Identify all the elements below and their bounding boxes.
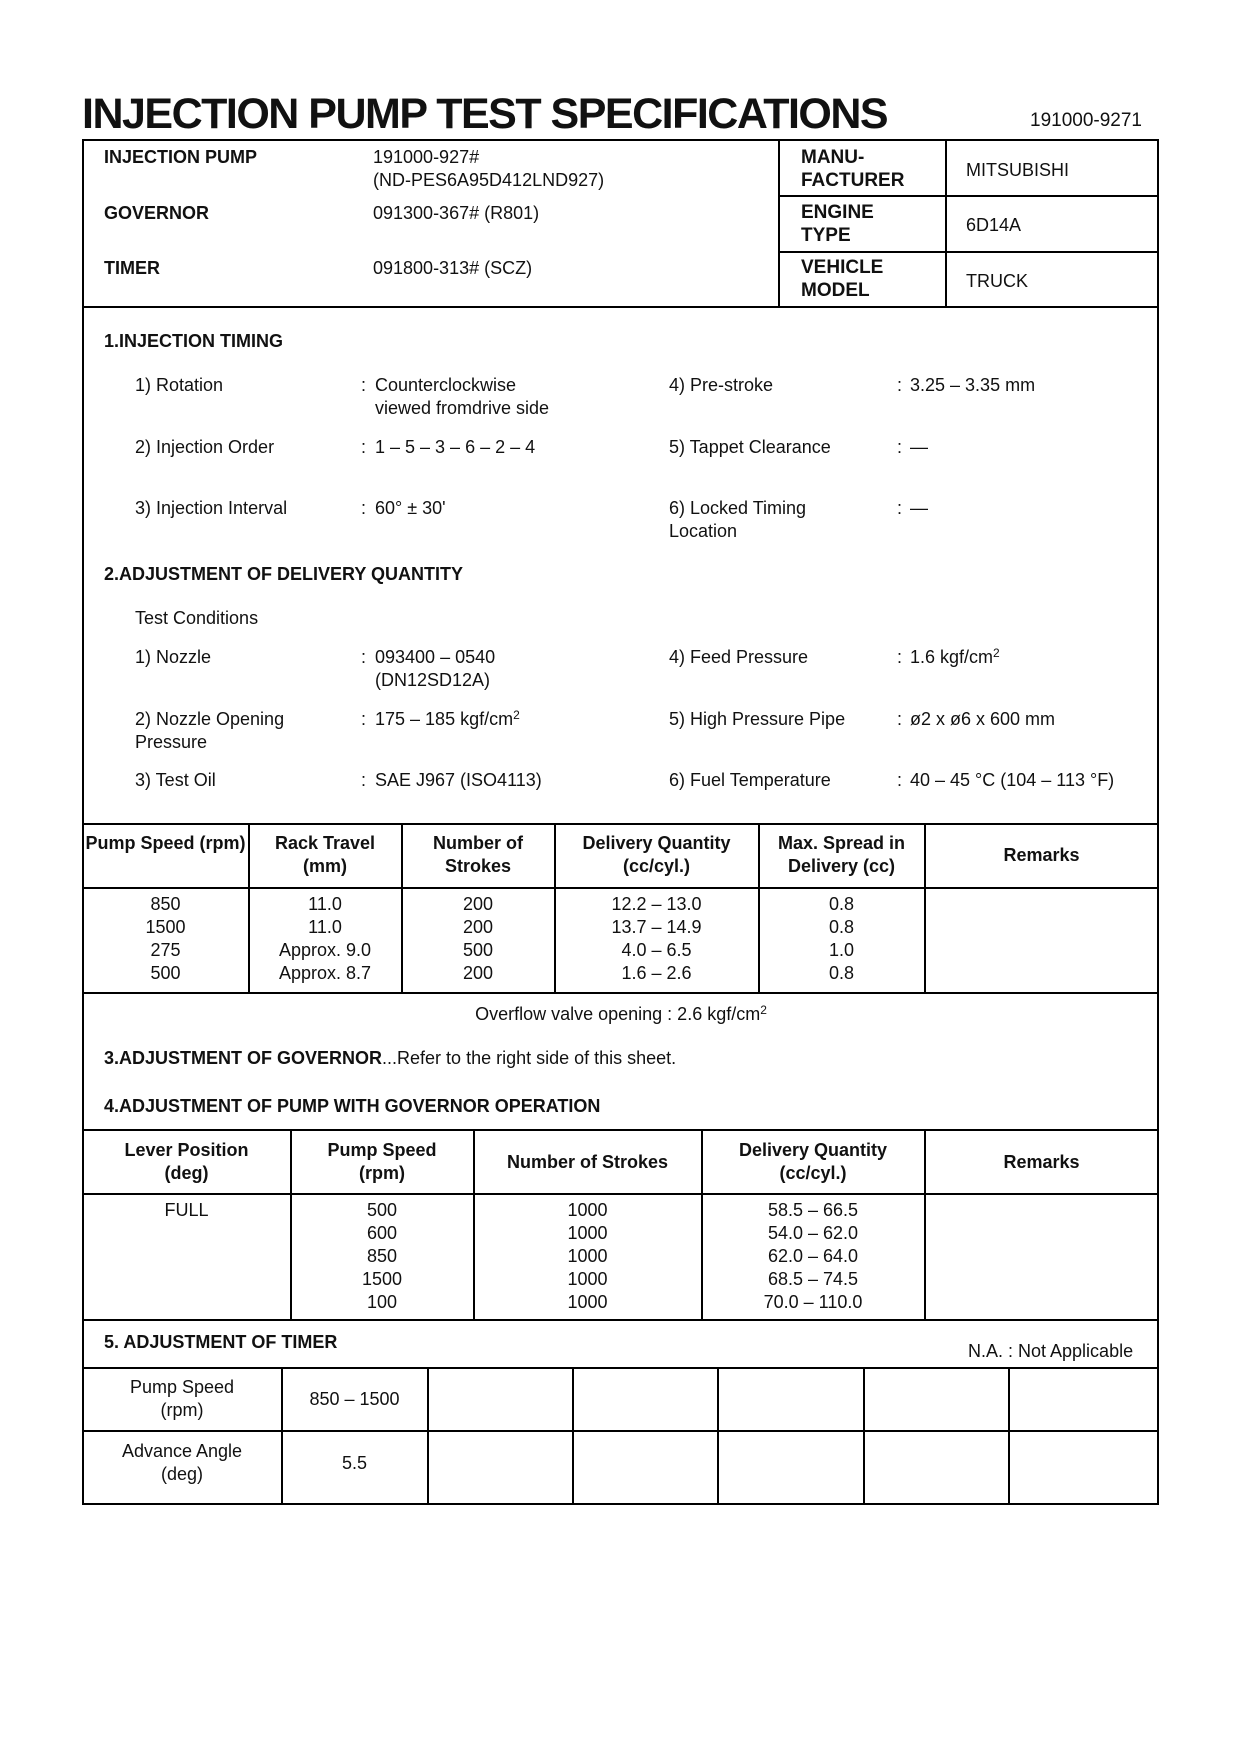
injection-order-value: 1 – 5 – 3 – 6 – 2 – 4 [375, 437, 536, 457]
colon: : [897, 709, 903, 729]
delivery-header-rack-travel: Rack Travel (mm) [274, 833, 376, 876]
test-oil-label: 3) Test Oil [135, 770, 216, 790]
governor-col-lever-position: FULL [164, 1200, 209, 1220]
nozzle-value: 093400 – 0540 (DN12SD12A) [375, 647, 496, 690]
manufacturer-value: MITSUBISHI [966, 160, 1070, 180]
rotation-label: 1) Rotation [135, 375, 224, 395]
colon: : [361, 709, 367, 729]
divider [82, 887, 1159, 889]
colon: : [361, 770, 367, 790]
timer-pump-speed-value: 850 – 1500 [309, 1389, 400, 1409]
document-number: 191000-9271 [1030, 110, 1142, 131]
divider [82, 306, 1159, 308]
injection-interval-label: 3) Injection Interval [135, 498, 288, 518]
pre-stroke-label: 4) Pre-stroke [669, 375, 774, 395]
nozzle-opening-pressure-value: 175 – 185 kgf/$cm^2$ [375, 708, 520, 729]
section-1-heading: 1.INJECTION TIMING [104, 331, 284, 351]
overflow-valve-note: Overflow valve opening : 2.6 kgf/$cm^2$ [475, 1003, 767, 1024]
colon: : [361, 375, 367, 395]
feed-pressure-value: 1.6 kgf/$cm^2$ [910, 646, 1000, 667]
divider [1008, 1367, 1010, 1504]
governor-col-quantity: 58.5 – 66.5 54.0 – 62.0 62.0 – 64.0 68.5 – 74.5 70.0 – 110.0 [763, 1200, 863, 1312]
governor-header-lever-position: Lever Position (deg) [124, 1140, 249, 1183]
tappet-clearance-value: — [910, 437, 928, 457]
delivery-col-rack-travel: 11.0 11.0 Approx. 9.0 Approx. 8.7 [278, 894, 372, 983]
timer-label: TIMER [104, 258, 160, 278]
timer-value: 091800-313# (SCZ) [373, 258, 533, 278]
divider [82, 823, 1159, 825]
rotation-value: Counterclockwise viewed fromdrive side [375, 375, 550, 418]
section-4-heading: 4.ADJUSTMENT OF PUMP WITH GOVERNOR OPERATION [104, 1096, 601, 1116]
governor-header-quantity: Delivery Quantity (cc/cyl.) [738, 1140, 888, 1183]
governor-value: 091300-367# (R801) [373, 203, 540, 223]
timer-advance-angle-label: Advance Angle (deg) [121, 1441, 243, 1484]
colon: : [897, 375, 903, 395]
delivery-header-remarks: Remarks [1003, 845, 1080, 865]
manufacturer-label: MANU- FACTURER [801, 147, 905, 191]
governor-header-remarks: Remarks [1003, 1152, 1080, 1172]
colon: : [361, 437, 367, 457]
vehicle-model-label: VEHICLE MODEL [801, 257, 884, 301]
delivery-header-quantity: Delivery Quantity (cc/cyl.) [582, 833, 731, 876]
timer-advance-angle-value: 5.5 [341, 1453, 368, 1473]
divider [778, 195, 1158, 197]
section-3-heading: 3.ADJUSTMENT OF GOVERNOR [104, 1048, 383, 1068]
nozzle-label: 1) Nozzle [135, 647, 212, 667]
divider [778, 251, 1158, 253]
colon: : [361, 498, 367, 518]
delivery-header-strokes: Number of Strokes [433, 833, 523, 876]
test-conditions-label: Test Conditions [135, 608, 259, 628]
divider [82, 1367, 1159, 1369]
delivery-col-quantity: 12.2 – 13.0 13.7 – 14.9 4.0 – 6.5 1.6 – 2.6 [611, 894, 702, 983]
fuel-temperature-value: 40 – 45 °C (104 – 113 °F) [910, 770, 1115, 790]
tappet-clearance-label: 5) Tappet Clearance [669, 437, 831, 457]
injection-order-label: 2) Injection Order [135, 437, 275, 457]
delivery-col-strokes: 200 200 500 200 [462, 894, 494, 983]
governor-col-strokes: 1000 1000 1000 1000 1000 [567, 1200, 608, 1312]
divider [863, 1367, 865, 1504]
fuel-temperature-label: 6) Fuel Temperature [669, 770, 831, 790]
feed-pressure-label: 4) Feed Pressure [669, 647, 809, 667]
engine-type-label: ENGINE TYPE [801, 202, 874, 246]
governor-label: GOVERNOR [104, 203, 210, 223]
divider [572, 1367, 574, 1504]
governor-header-pump-speed: Pump Speed (rpm) [327, 1140, 437, 1183]
colon: : [897, 437, 903, 457]
divider [82, 1193, 1159, 1195]
section-3-line [104, 1047, 676, 1070]
divider [717, 1367, 719, 1504]
colon: : [897, 498, 903, 518]
injection-pump-value: 191000-927# (ND-PES6A95D412LND927) [373, 147, 605, 190]
governor-col-pump-speed: 500 600 850 1500 100 [361, 1200, 403, 1312]
delivery-header-spread: Max. Spread in Delivery (cc) [777, 833, 906, 876]
injection-interval-value: 60° ± 30' [375, 498, 446, 518]
divider [427, 1367, 429, 1504]
governor-header-strokes: Number of Strokes [506, 1152, 669, 1172]
vehicle-model-value: TRUCK [966, 271, 1028, 291]
not-applicable-note: N.A. : Not Applicable [968, 1341, 1134, 1361]
locked-timing-label: 6) Locked Timing Location [669, 498, 807, 541]
page-title: INJECTION PUMP TEST SPECIFICATIONS [82, 90, 888, 138]
engine-type-value: 6D14A [966, 215, 1022, 235]
section-2-heading: 2.ADJUSTMENT OF DELIVERY QUANTITY [104, 564, 464, 584]
delivery-col-pump-speed: 850 1500 275 500 [145, 894, 186, 983]
timer-pump-speed-label: Pump Speed (rpm) [129, 1377, 235, 1420]
colon: : [897, 647, 903, 667]
delivery-header-pump-speed: Pump Speed (rpm) [85, 833, 246, 853]
pre-stroke-value: 3.25 – 3.35 mm [910, 375, 1036, 395]
locked-timing-value: — [910, 498, 928, 518]
colon: : [361, 647, 367, 667]
high-pressure-pipe-value: ø2 x ø6 x 600 mm [910, 709, 1056, 729]
divider [82, 1319, 1159, 1321]
divider [82, 992, 1159, 994]
nozzle-opening-pressure-label: 2) Nozzle Opening Pressure [135, 709, 285, 752]
divider [82, 1129, 1159, 1131]
divider [945, 140, 947, 308]
section-3-text: ...Refer to the right side of this sheet. [382, 1048, 677, 1068]
divider [778, 140, 780, 308]
divider [82, 1430, 1159, 1432]
high-pressure-pipe-label: 5) High Pressure Pipe [669, 709, 846, 729]
test-oil-value: SAE J967 (ISO4113) [375, 770, 542, 790]
colon: : [897, 770, 903, 790]
injection-pump-label: INJECTION PUMP [104, 147, 258, 167]
delivery-col-spread: 0.8 0.8 1.0 0.8 [828, 894, 855, 983]
section-5-heading: 5. ADJUSTMENT OF TIMER [104, 1332, 338, 1352]
